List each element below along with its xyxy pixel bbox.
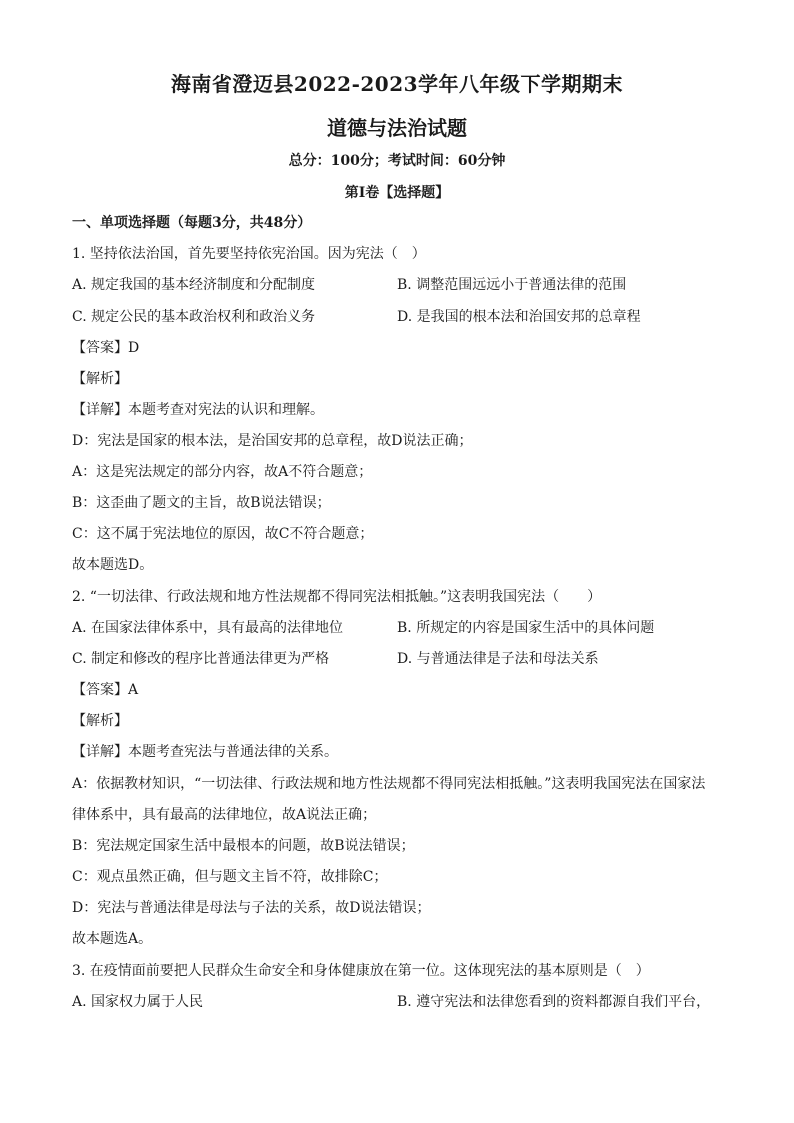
question-2-conclusion: 故本题选A。 [72, 931, 153, 947]
question-2-analysis-label: 【解析】 [72, 713, 128, 729]
part-heading: 第Ⅰ卷【选择题】 [344, 185, 450, 201]
question-1-option-a: A. 规定我国的基本经济制度和分配制度 [72, 277, 316, 293]
question-2-option-a: A. 在国家法律体系中，具有最高的法律地位 [72, 620, 344, 636]
question-2-explanation-a-line1: A：依据教材知识，“一切法律、行政法规和地方性法规都不得同宪法相抵触。”这表明我国宪法在国家法 [72, 776, 706, 792]
question-3-stem: 3. 在疫情面前要把人民群众生命安全和身体健康放在第一位。这体现宪法的基本原则是（ ） [72, 963, 650, 979]
question-1-answer: 【答案】D [72, 340, 140, 356]
question-2-explanation-d: D：宪法与普通法律是母法与子法的关系，故D说法错误； [72, 900, 431, 916]
question-2-explanation-c: C：观点虽然正确，但与题文主旨不符，故排除C； [72, 869, 388, 885]
question-2-option-b: B. 所规定的内容是国家生活中的具体问题 [397, 620, 655, 636]
question-1-option-c: C. 规定公民的基本政治权利和政治义务 [72, 309, 316, 325]
question-2-stem: 2. “一切法律、行政法规和地方性法规都不得同宪法相抵触。”这表明我国宪法（ ） [72, 589, 602, 605]
question-2-detail: 【详解】本题考查宪法与普通法律的关系。 [72, 744, 338, 760]
question-2-answer: 【答案】A [72, 682, 139, 698]
question-1-conclusion: 故本题选D。 [72, 557, 154, 573]
question-1-explanation-a: A：这是宪法规定的部分内容，故A不符合题意； [72, 464, 373, 480]
question-1-detail: 【详解】本题考查对宪法的认识和理解。 [72, 402, 324, 418]
question-1-explanation-b: B：这歪曲了题文的主旨，故B说法错误； [72, 495, 331, 511]
question-2-option-d: D. 与普通法律是子法和母法关系 [397, 651, 599, 667]
question-1-option-b: B. 调整范围远远小于普通法律的范围 [397, 277, 627, 293]
section-heading: 一、单项选择题（每题3分，共48分） [72, 215, 312, 231]
question-1-option-d: D. 是我国的根本法和治国安邦的总章程 [397, 309, 641, 325]
document-subtitle: 道德与法治试题 [327, 116, 467, 140]
question-1-explanation-c: C：这不属于宪法地位的原因，故C不符合题意； [72, 526, 374, 542]
question-2-option-c: C. 制定和修改的程序比普通法律更为严格 [72, 651, 330, 667]
question-3-option-b: B. 遵守宪法和法律您看到的资料都源自我们平台， [397, 994, 711, 1010]
document-title: 海南省澄迈县2022-2023学年八年级下学期期末 [170, 72, 624, 96]
question-1-stem: 1. 坚持依法治国，首先要坚持依宪治国。因为宪法（ ） [72, 246, 426, 262]
question-3-option-a: A. 国家权力属于人民 [72, 994, 204, 1010]
question-1-explanation-d: D：宪法是国家的根本法，是治国安邦的总章程，故D说法正确； [72, 433, 473, 449]
question-2-explanation-b: B：宪法规定国家生活中最根本的问题，故B说法错误； [72, 838, 415, 854]
question-1-analysis-label: 【解析】 [72, 371, 128, 387]
question-2-explanation-a-line2: 律体系中，具有最高的法律地位，故A说法正确； [72, 807, 377, 823]
exam-meta: 总分：100分；考试时间：60分钟 [288, 153, 506, 169]
